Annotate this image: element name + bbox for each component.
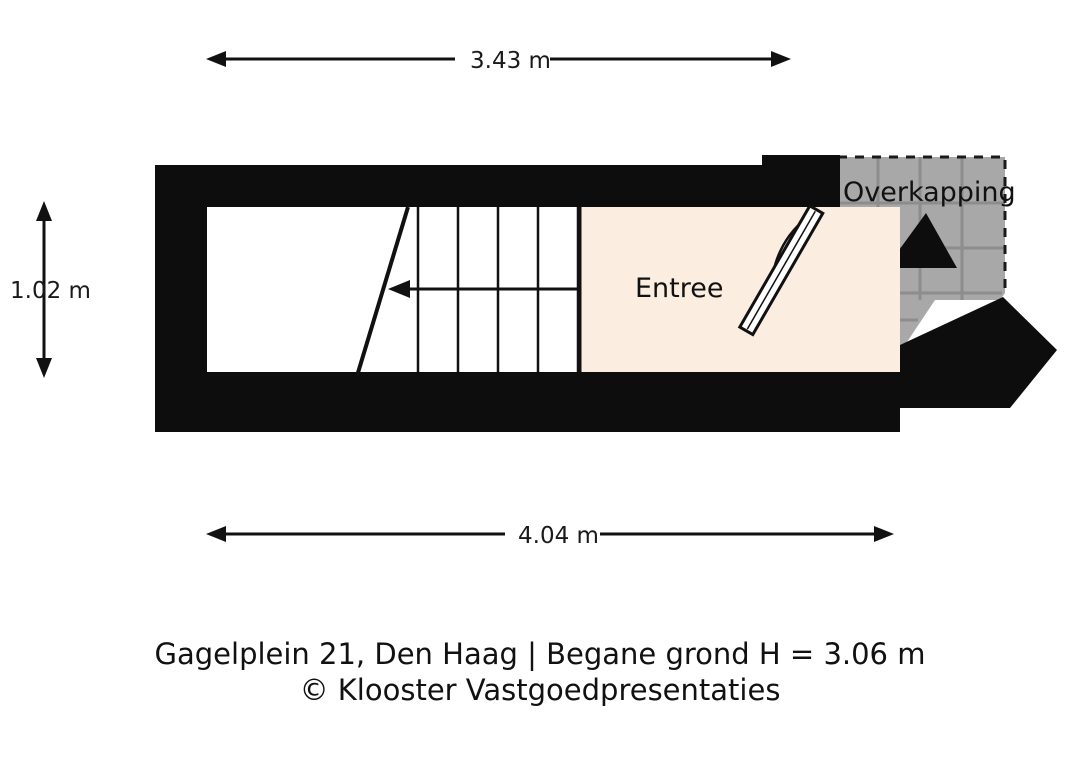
plan-caption-copyright: © Klooster Vastgoedpresentaties xyxy=(299,673,781,707)
plan-caption-title: Gagelplein 21, Den Haag | Begane grond H = 3.06 m xyxy=(154,637,926,671)
dimension-label-left: 1.02 m xyxy=(10,278,91,304)
room-label-entree: Entree xyxy=(635,273,724,304)
dimension-label-top: 3.43 m xyxy=(470,48,551,74)
room-label-overkapping: Overkapping xyxy=(843,177,1016,208)
dimension-label-bottom: 4.04 m xyxy=(518,523,599,549)
entree-right-edge xyxy=(885,207,900,372)
entree-room xyxy=(580,207,885,372)
